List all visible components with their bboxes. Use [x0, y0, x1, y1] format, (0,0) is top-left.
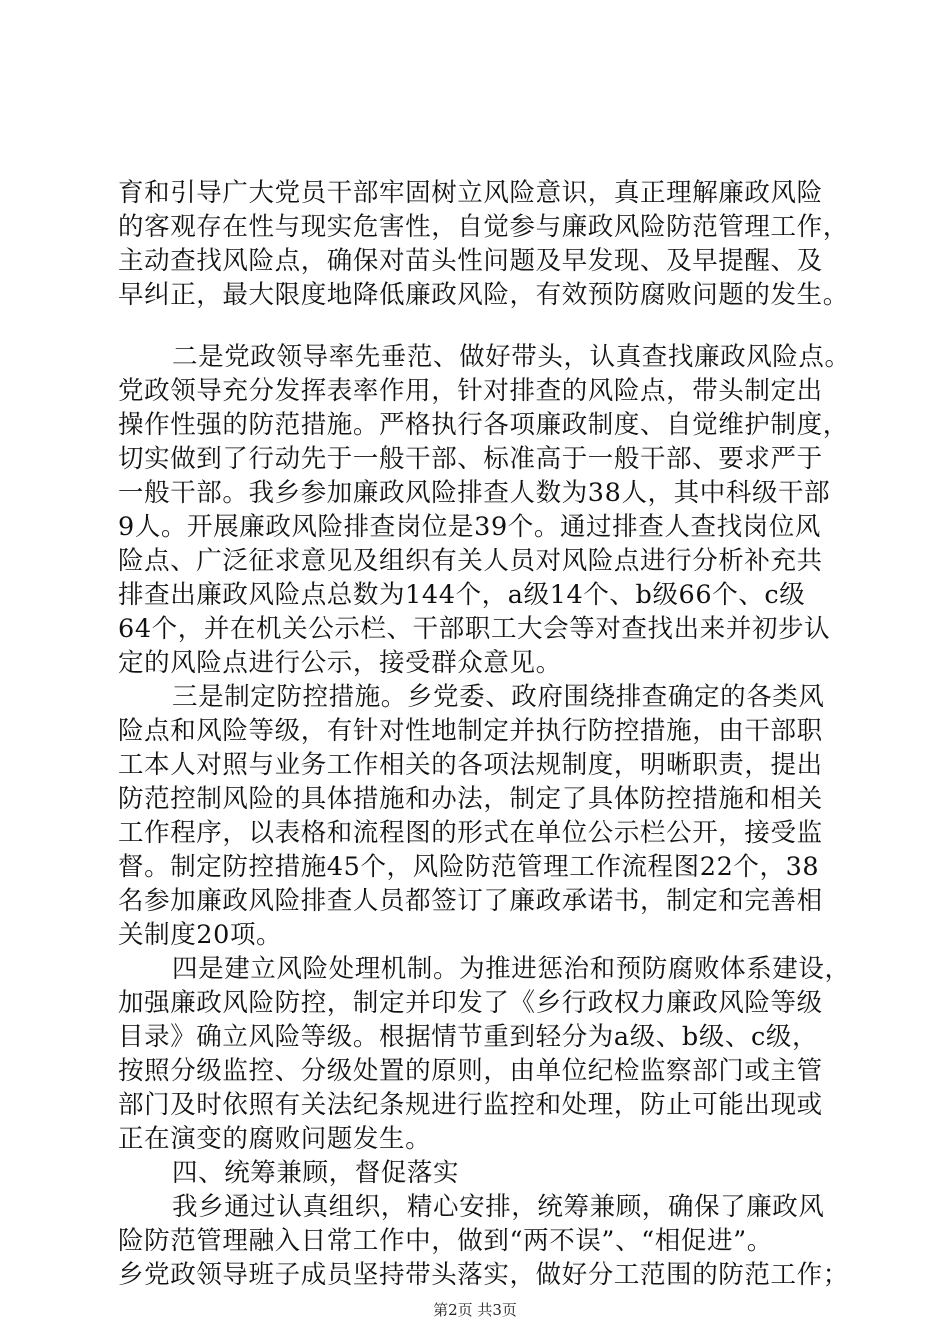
- text-line: 党政领导充分发挥表率作用，针对排查的风险点，带头制定出: [118, 376, 823, 406]
- text-line: 我乡通过认真组织，精心安排，统筹兼顾，确保了廉政风: [172, 1192, 825, 1222]
- text-line: 险点和风险等级，有针对性地制定并执行防控措施，由干部职: [118, 716, 823, 746]
- text-line: 险防范管理融入日常工作中，做到“两不误”、“相促进”。: [118, 1226, 773, 1256]
- text-line: 排查出廉政风险点总数为144个，a级14个、b级66个、c级: [118, 580, 806, 610]
- text-line: 正在演变的腐败问题发生。: [118, 1124, 432, 1154]
- text-line: 险点、广泛征求意见及组织有关人员对风险点进行分析补充共: [118, 546, 823, 576]
- text-line: 四是建立风险处理机制。为推进惩治和预防腐败体系建设，: [172, 954, 851, 984]
- text-line: 64个，并在机关公示栏、干部职工大会等对查找出来并初步认: [118, 614, 831, 644]
- text-line: 加强廉政风险防控，制定并印发了《乡行政权力廉政风险等级: [118, 988, 823, 1018]
- text-line: 防范控制风险的具体措施和办法，制定了具体防控措施和相关: [118, 784, 823, 814]
- text-line: 切实做到了行动先于一般干部、标准高于一般干部、要求严于: [118, 444, 823, 474]
- text-line: 的客观存在性与现实危害性，自觉参与廉政风险防范管理工作，: [118, 212, 849, 242]
- text-line: 名参加廉政风险排查人员都签订了廉政承诺书，制定和完善相: [118, 886, 823, 916]
- text-line: 三是制定防控措施。乡党委、政府围绕排查确定的各类风: [172, 682, 825, 712]
- text-line: 目录》确立风险等级。根据情节重到轻分为a级、b级、c级，: [118, 1022, 819, 1052]
- text-line: 工本人对照与业务工作相关的各项法规制度，明晰职责，提出: [118, 750, 823, 780]
- text-line: 早纠正，最大限度地降低廉政风险，有效预防腐败问题的发生。: [118, 280, 849, 310]
- text-line: 工作程序，以表格和流程图的形式在单位公示栏公开，接受监: [118, 818, 823, 848]
- text-line: 一般干部。我乡参加廉政风险排查人数为38人，其中科级干部: [118, 478, 831, 508]
- text-line: 定的风险点进行公示，接受群众意见。: [118, 648, 562, 678]
- page-number: 第2页 共3页: [433, 1301, 517, 1319]
- text-line: 9人。开展廉政风险排查岗位是39个。通过排查人查找岗位风: [118, 512, 821, 542]
- text-line: 按照分级监控、分级处置的原则，由单位纪检监察部门或主管: [118, 1056, 823, 1086]
- section-heading: 四、统筹兼顾，督促落实: [172, 1158, 460, 1188]
- text-line: 关制度20项。: [118, 920, 283, 950]
- text-line: 部门及时依照有关法纪条规进行监控和处理，防止可能出现或: [118, 1090, 823, 1120]
- text-line: 主动查找风险点，确保对苗头性问题及早发现、及早提醒、及: [118, 246, 823, 276]
- text-line: 二是党政领导率先垂范、做好带头，认真查找廉政风险点。: [172, 342, 851, 372]
- text-line: 育和引导广大党员干部牢固树立风险意识，真正理解廉政风险: [118, 178, 823, 208]
- text-line: 乡党政领导班子成员坚持带头落实，做好分工范围的防范工作；: [118, 1260, 849, 1290]
- text-line: 督。制定防控措施45个，风险防范管理工作流程图22个，38: [118, 852, 820, 882]
- text-line: 操作性强的防范措施。严格执行各项廉政制度、自觉维护制度，: [118, 410, 849, 440]
